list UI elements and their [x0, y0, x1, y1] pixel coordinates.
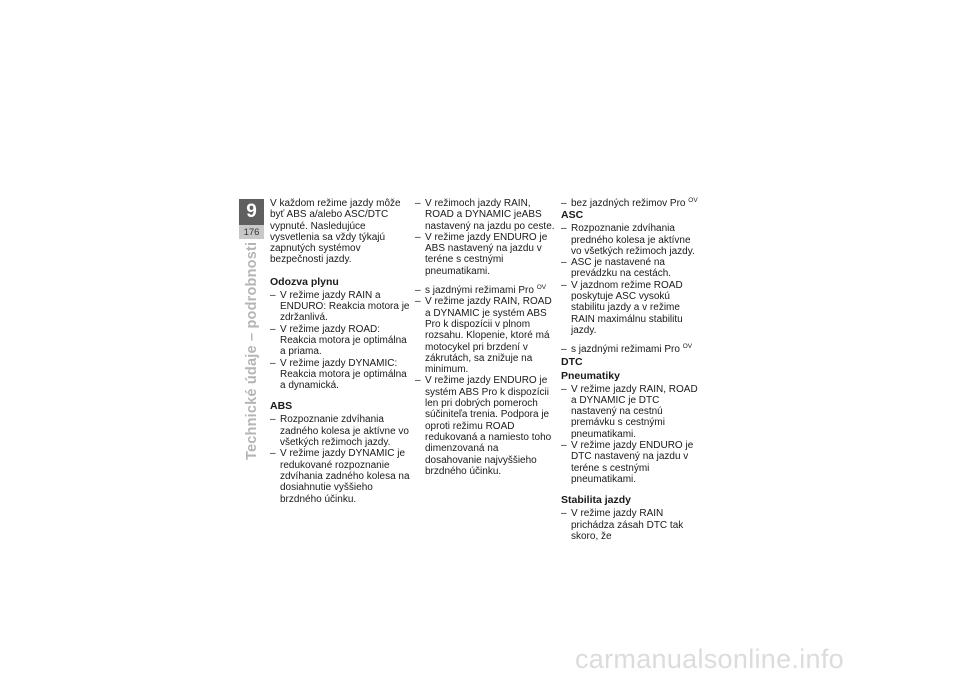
chapter-side-title: Technické údaje – podrobnosti [244, 241, 260, 460]
option-label: s jazdnými režimami Pro [571, 344, 680, 356]
text-column-3 [561, 198, 701, 542]
list-item: – V režime jazdy ROAD: Reakcia motora je optimálna a priama. [270, 324, 410, 358]
list-item: – ASC je nastavené na prevádzku na cestách. [561, 257, 701, 280]
heading-pneumatiky: Pneumatiky [561, 369, 620, 382]
ov-superscript: OV [688, 197, 698, 204]
page-number: 176 [239, 225, 264, 239]
heading-asc: ASC [561, 209, 584, 222]
option-label: bez jazdných režimov Pro [571, 198, 686, 209]
list-item: – V režimoch jazdy RAIN, ROAD a DYNAMIC jeABS nastavený na jazdu po ceste. [415, 198, 555, 232]
list-item: – V režime jazdy DYNAMIC je redukované rozpoznanie zdvíhania zadného kolesa na dosiahnutie vyššieho brzdného účinku. [270, 448, 410, 504]
ov-superscript: OV [682, 343, 693, 351]
list-item: – V režime jazdy ENDURO je ABS nastavený na jazdu v teréne s cestnými pneumatikami. [415, 232, 555, 277]
list-asc [561, 223, 701, 355]
option-pro-modes [415, 285, 555, 296]
list-without-pro [561, 198, 701, 209]
heading-stabilita-jazdy: Stabilita jazdy [561, 494, 632, 507]
ov-superscript: OV [536, 284, 547, 292]
heading-odozva-plynu: Odozva plynu [270, 275, 339, 288]
list-abs-modes [415, 198, 555, 477]
list-item: – V režime jazdy DYNAMIC: Reakcia motora je optimálna a dynamická. [270, 358, 410, 392]
list-stabilita [561, 508, 701, 542]
heading-dtc: DTC [561, 355, 583, 368]
list-item: – Rozpoznanie zdvíhania zadného kolesa je aktívne vo všetkých režimoch jazdy. [270, 414, 410, 448]
heading-abs: ABS [270, 400, 293, 413]
list-item: – Rozpoznanie zdvíhania predného kolesa je aktívne vo všetkých režimoch jazdy. [561, 223, 701, 257]
text-column-1 [270, 198, 410, 505]
list-item: – V režime jazdy RAIN a ENDURO: Reakcia motora je zdržanlivá. [270, 290, 410, 324]
option-pro-modes [561, 344, 701, 355]
list-item: – V režime jazdy RAIN, ROAD a DYNAMIC je systém ABS Pro k dispozícii v plnom rozsahu. Klopenie, ktoré má motocykel pri brzdení v zákrutách, sa znižuje na minimum. [415, 296, 555, 375]
list-item: – V jazdnom režime ROAD poskytuje ASC vysokú stabilitu jazdy a v režime RAIN maximálnu stabilitu jazdy. [561, 280, 701, 336]
watermark: carmanualsonline.info [575, 644, 844, 674]
chapter-number-tab: 9 [239, 199, 264, 225]
text-column-2 [415, 198, 555, 477]
option-label: s jazdnými režimami Pro [425, 285, 534, 297]
intro-paragraph: V každom režime jazdy môže byť ABS a/alebo ASC/DTC vypnuté. Nasledujúce vysvetlenia sa vždy týkajú zapnutých systémov bezpečnosti jazdy. [270, 198, 401, 266]
list-pneumatiky [561, 384, 701, 486]
option-without-pro [561, 198, 701, 209]
list-item: – V režime jazdy ENDURO je systém ABS Pro k dispozícii len pri dobrých pomeroch súčiniteľa trenia. Podpora je oproti režimu ROAD redukovaná a namiesto toho dimenzovaná na dosahovanie najvyššieho brzdného účinku. [415, 375, 555, 477]
list-item: – V režime jazdy ENDURO je DTC nastavený na jazdu v teréne s cestnými pneumatikami. [561, 440, 701, 485]
list-odozva [270, 290, 410, 392]
list-abs [270, 414, 410, 504]
list-item: – V režime jazdy RAIN prichádza zásah DTC tak skoro, že [561, 508, 701, 542]
list-item: – V režime jazdy RAIN, ROAD a DYNAMIC je DTC nastavený na cestnú premávku s cestnými pneumatikami. [561, 384, 701, 440]
